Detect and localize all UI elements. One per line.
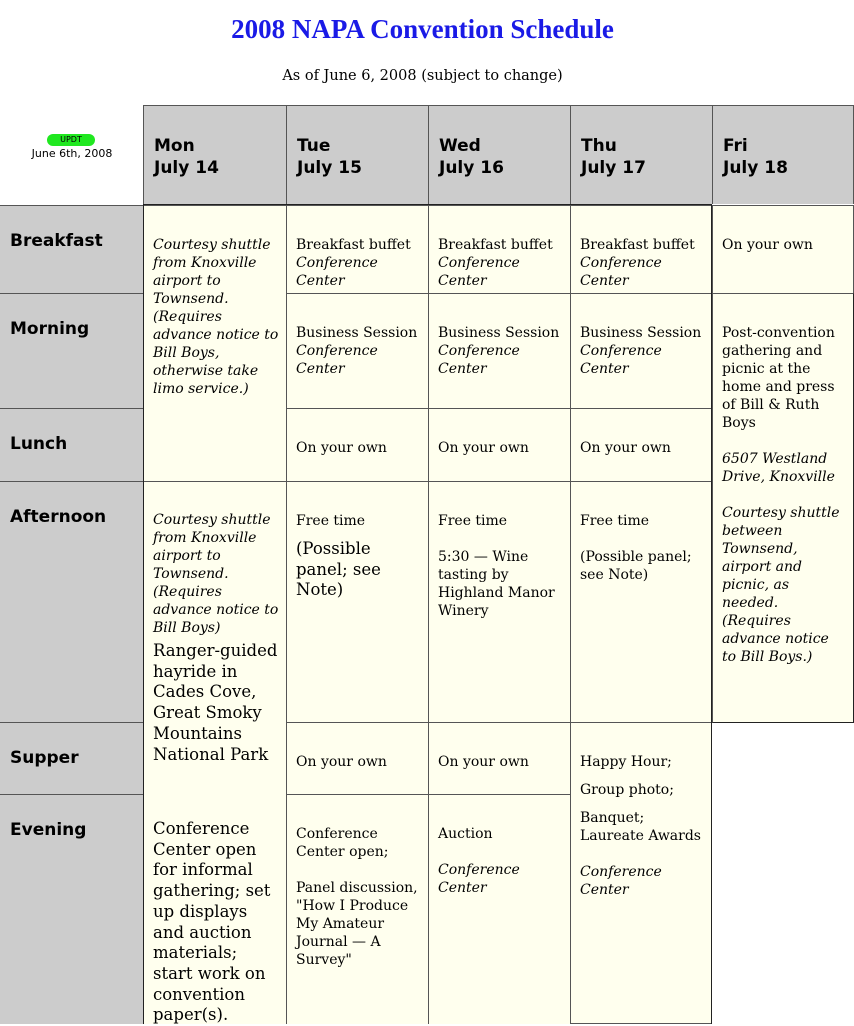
cell-tue-evening bbox=[286, 794, 428, 1024]
cell-wed-lunch bbox=[428, 408, 570, 482]
day-date: July 16 bbox=[439, 158, 504, 178]
event-title: Panel discussion, "How I Produce My Amateur Journal — A Survey" bbox=[296, 880, 418, 968]
evening-event: Conference Center open for informal gathering; set up displays and auction materials; start work on convention paper(s). bbox=[153, 819, 271, 1025]
cell-thu-afternoon bbox=[570, 481, 712, 723]
day-header-wed bbox=[428, 105, 570, 204]
event-address: 6507 Westland Drive, Knoxville bbox=[722, 451, 835, 485]
row-label-morning: Morning bbox=[0, 293, 143, 409]
event-location: Conference Center bbox=[438, 255, 520, 289]
event-title: On your own bbox=[438, 754, 529, 770]
cell-tue-supper bbox=[286, 722, 428, 795]
shuttle-note: Courtesy shuttle from Knoxville airport to Townsend. (Requires advance notice to Bill Boys, otherwise take limo service.) bbox=[153, 237, 279, 397]
shuttle-note: Courtesy shuttle between Townsend, airport and picnic, as needed. (Requires advance notice to Bill Boys.) bbox=[722, 505, 840, 665]
event-title: Business Session bbox=[296, 325, 418, 341]
day-name: Thu bbox=[581, 136, 617, 156]
event-title: 5:30 — Wine tasting by Highland Manor Winery bbox=[438, 549, 555, 619]
row-label-breakfast: Breakfast bbox=[0, 205, 143, 294]
event-location: Conference Center bbox=[296, 255, 378, 289]
update-badge: UPDT bbox=[47, 134, 95, 146]
event-title: On your own bbox=[296, 754, 387, 770]
event-title: Business Session bbox=[580, 325, 702, 341]
cell-wed-evening bbox=[428, 794, 570, 1024]
event-title: Post-convention gathering and picnic at the home and press of Bill & Ruth Boys bbox=[722, 325, 835, 431]
day-header-tue bbox=[286, 105, 428, 204]
row-label-lunch: Lunch bbox=[0, 408, 143, 482]
event-note: (Possible panel; see Note) bbox=[296, 539, 381, 600]
event-title: Conference Center open; bbox=[296, 826, 389, 860]
event-title: Free time bbox=[438, 513, 508, 529]
cell-thu-supper bbox=[570, 722, 712, 1024]
day-header-fri bbox=[712, 105, 854, 204]
event-title: Business Session bbox=[438, 325, 560, 341]
day-name: Fri bbox=[723, 136, 748, 156]
event-title: Auction bbox=[438, 826, 493, 842]
day-name: Mon bbox=[154, 136, 195, 156]
cell-wed-breakfast bbox=[428, 205, 570, 294]
cell-wed-supper bbox=[428, 722, 570, 795]
event-title: On your own bbox=[580, 440, 671, 456]
event-note: (Possible panel; see Note) bbox=[580, 549, 692, 583]
event-title: On your own bbox=[296, 440, 387, 456]
day-name: Wed bbox=[439, 136, 481, 156]
cell-thu-lunch bbox=[570, 408, 712, 482]
day-date: July 17 bbox=[581, 158, 646, 178]
event-location: Conference Center bbox=[580, 255, 662, 289]
event-title: Breakfast buffet bbox=[296, 237, 411, 253]
row-label-supper: Supper bbox=[0, 722, 143, 795]
shuttle-note: Courtesy shuttle from Knoxville airport to Townsend. (Requires advance notice to Bill Boys) bbox=[153, 512, 279, 636]
day-name: Tue bbox=[297, 136, 331, 156]
cell-tue-lunch bbox=[286, 408, 428, 482]
page-title: 2008 NAPA Convention Schedule bbox=[231, 14, 614, 44]
day-header-mon bbox=[143, 105, 286, 204]
event-title: Banquet; Laureate Awards bbox=[580, 810, 701, 844]
cell-fri-morning bbox=[712, 293, 854, 723]
event-title: On your own bbox=[722, 237, 813, 253]
row-label-evening: Evening bbox=[0, 794, 143, 1024]
cell-wed-afternoon bbox=[428, 481, 570, 723]
cell-mon-morning bbox=[143, 205, 286, 482]
event-title: Breakfast buffet bbox=[580, 237, 695, 253]
event-title: Free time bbox=[296, 513, 366, 529]
day-date: July 18 bbox=[723, 158, 788, 178]
cell-mon-evening bbox=[143, 794, 286, 1024]
event-title: Breakfast buffet bbox=[438, 237, 553, 253]
cell-tue-breakfast bbox=[286, 205, 428, 294]
cell-thu-morning bbox=[570, 293, 712, 409]
cell-fri-breakfast bbox=[712, 205, 854, 294]
hayride-event: Ranger-guided hayride in Cades Cove, Great Smoky Mountains National Park bbox=[153, 641, 278, 764]
day-header-thu bbox=[570, 105, 712, 204]
event-title: Happy Hour; bbox=[580, 754, 672, 770]
event-title: On your own bbox=[438, 440, 529, 456]
cell-tue-afternoon bbox=[286, 481, 428, 723]
cell-tue-morning bbox=[286, 293, 428, 409]
event-location: Conference Center bbox=[438, 862, 520, 896]
page-subtitle: As of June 6, 2008 (subject to change) bbox=[282, 68, 563, 84]
event-location: Conference Center bbox=[296, 343, 378, 377]
row-label-afternoon: Afternoon bbox=[0, 481, 143, 723]
event-location: Conference Center bbox=[580, 864, 662, 898]
event-location: Conference Center bbox=[438, 343, 520, 377]
event-location: Conference Center bbox=[580, 343, 662, 377]
cell-mon-afternoon bbox=[143, 481, 286, 794]
cell-thu-breakfast bbox=[570, 205, 712, 294]
event-title: Group photo; bbox=[580, 782, 674, 798]
cell-wed-morning bbox=[428, 293, 570, 409]
event-title: Free time bbox=[580, 513, 650, 529]
day-date: July 14 bbox=[154, 158, 219, 178]
day-date: July 15 bbox=[297, 158, 362, 178]
update-date: June 6th, 2008 bbox=[31, 147, 113, 160]
